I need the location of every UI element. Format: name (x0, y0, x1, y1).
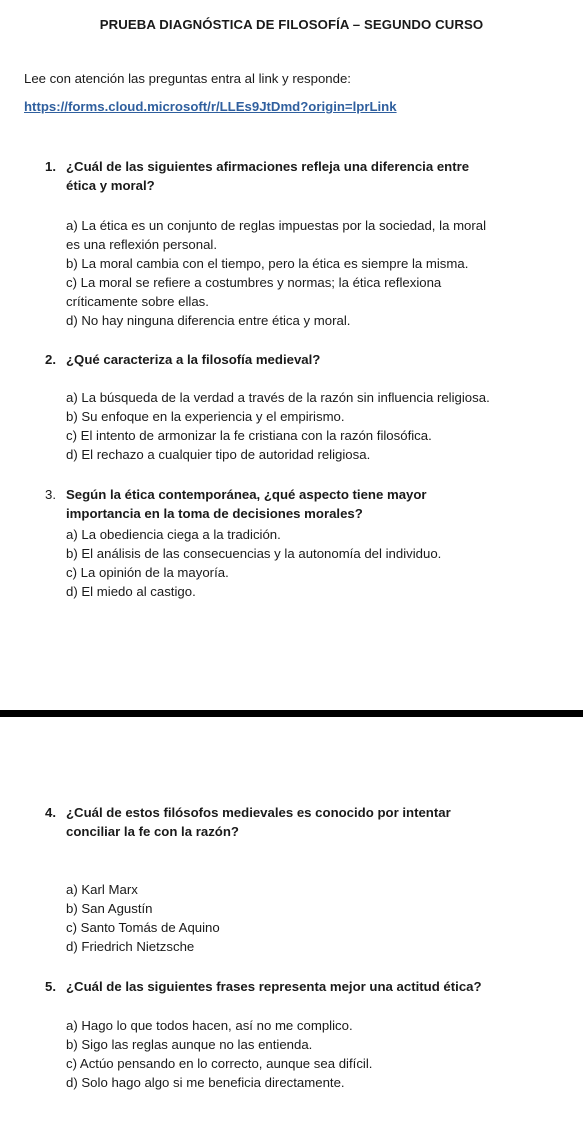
option-line: d) El rechazo a cualquier tipo de autoridad religiosa. (66, 447, 371, 462)
option-line: es una reflexión personal. (66, 237, 218, 252)
option-line: a) La búsqueda de la verdad a través de la razón sin influencia religiosa. (66, 390, 490, 405)
option-line: c) La opinión de la mayoría. (66, 565, 229, 580)
option-line: c) El intento de armonizar la fe cristiana con la razón filosófica. (66, 428, 432, 443)
option-line: b) El análisis de las consecuencias y la autonomía del individuo. (66, 546, 442, 561)
page-divider (0, 710, 583, 717)
question-text-line: Según la ética contemporánea, ¿qué aspecto tiene mayor (66, 487, 427, 502)
option-line: críticamente sobre ellas. (66, 294, 209, 309)
form-link[interactable]: https://forms.cloud.microsoft/r/LLEs9JtDmd?origin=lprLink (24, 99, 397, 114)
question-number: 1. (45, 159, 56, 174)
option-line: c) La moral se refiere a costumbres y normas; la ética reflexiona (66, 275, 442, 290)
option-line: d) Solo hago algo si me beneficia directamente. (66, 1075, 345, 1090)
option-line: d) No hay ninguna diferencia entre ética y moral. (66, 313, 351, 328)
question-text-line: ¿Cuál de estos filósofos medievales es conocido por intentar (66, 805, 451, 820)
option-line: c) Actúo pensando en lo correcto, aunque sea difícil. (66, 1056, 373, 1071)
option-line: a) Karl Marx (66, 882, 138, 897)
question-number: 5. (45, 979, 56, 994)
option-line: a) Hago lo que todos hacen, así no me complico. (66, 1018, 353, 1033)
question-text-line: ¿Cuál de las siguientes frases representa mejor una actitud ética? (66, 979, 482, 994)
question-number: 2. (45, 352, 56, 367)
question-text-line: ¿Qué caracteriza a la filosofía medieval? (66, 352, 321, 367)
option-line: c) Santo Tomás de Aquino (66, 920, 220, 935)
question-number: 4. (45, 805, 56, 820)
question-text-line: importancia en la toma de decisiones morales? (66, 506, 363, 521)
option-line: b) Su enfoque en la experiencia y el empirismo. (66, 409, 345, 424)
option-line: b) La moral cambia con el tiempo, pero la ética es siempre la misma. (66, 256, 469, 271)
option-line: d) El miedo al castigo. (66, 584, 196, 599)
option-line: b) San Agustín (66, 901, 153, 916)
question-number: 3. (45, 487, 56, 502)
option-line: a) La ética es un conjunto de reglas impuestas por la sociedad, la moral (66, 218, 487, 233)
question-text-line: ¿Cuál de las siguientes afirmaciones refleja una diferencia entre (66, 159, 470, 174)
question-text-line: ética y moral? (66, 178, 155, 193)
intro-text: Lee con atención las preguntas entra al link y responde: (24, 71, 351, 86)
question-text-line: conciliar la fe con la razón? (66, 824, 239, 839)
page-title: PRUEBA DIAGNÓSTICA DE FILOSOFÍA – SEGUNDO CURSO (99, 17, 484, 32)
option-line: a) La obediencia ciega a la tradición. (66, 527, 281, 542)
option-line: b) Sigo las reglas aunque no las entienda. (66, 1037, 313, 1052)
option-line: d) Friedrich Nietzsche (66, 939, 195, 954)
